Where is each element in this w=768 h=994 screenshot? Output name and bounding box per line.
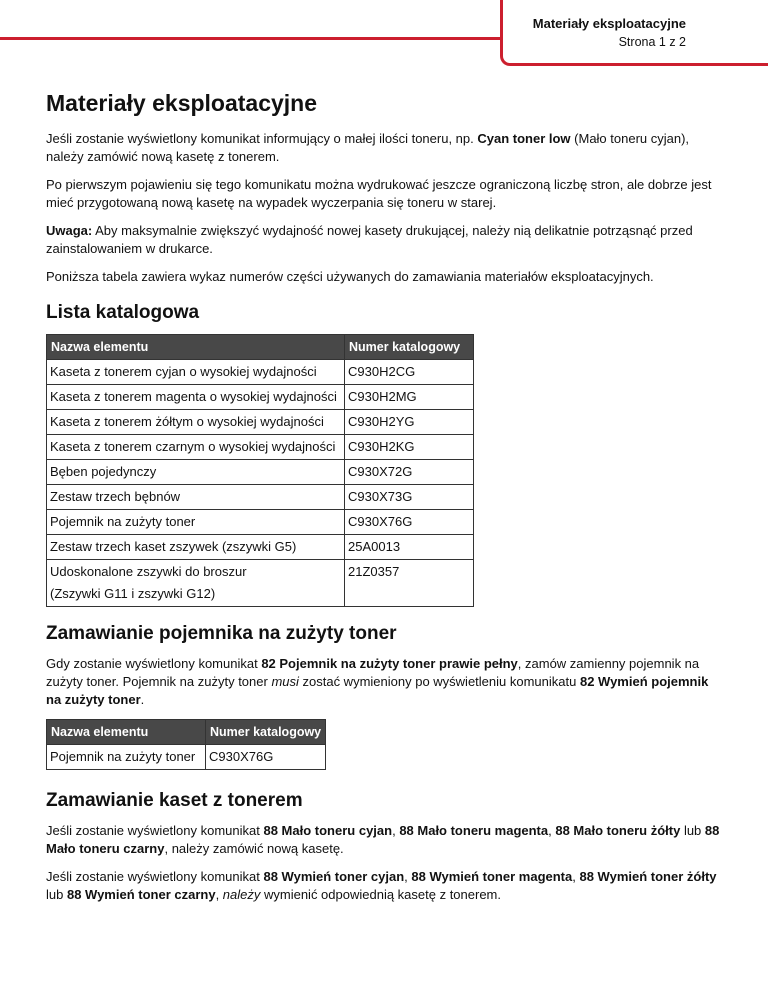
message-name: Cyan toner low	[477, 131, 571, 146]
table-row	[47, 360, 474, 385]
item-number: C930H2MG	[345, 385, 474, 410]
note-label: Uwaga:	[46, 223, 93, 238]
message-name: 88 Mało toneru żółty	[555, 823, 681, 838]
table-row	[47, 560, 474, 607]
message-name: 88 Wymień toner żółty	[579, 869, 717, 884]
item-number: C930H2CG	[345, 360, 474, 385]
item-number: C930H2KG	[345, 435, 474, 460]
page-title: Materiały eksploatacyjne	[46, 90, 318, 116]
header-page-number: Strona 1 z 2	[618, 35, 686, 49]
toner-low-paragraph	[46, 822, 726, 858]
note-paragraph	[46, 222, 726, 258]
item-name	[47, 560, 345, 607]
table-row	[47, 745, 326, 770]
table-row	[47, 485, 474, 510]
text: ,	[404, 869, 412, 884]
item-name-line: (Zszywki G11 i zszywki G12)	[50, 586, 216, 601]
text: zostać wymieniony po wyświetleniu komunikatu	[298, 674, 580, 689]
item-name: Kaseta z tonerem magenta o wysokiej wydajności	[47, 385, 345, 410]
table-row	[47, 460, 474, 485]
item-name-line: Udoskonalone zszywki do broszur	[50, 564, 247, 579]
table-row	[47, 410, 474, 435]
item-name: Bęben pojedynczy	[47, 460, 345, 485]
message-name: 88 Mało toneru magenta	[399, 823, 549, 838]
table-row	[47, 535, 474, 560]
item-number: 25A0013	[345, 535, 474, 560]
text: ,	[548, 823, 556, 838]
toner-replace-paragraph	[46, 868, 726, 904]
text: lub	[46, 887, 67, 902]
item-name: Kaseta z tonerem żółtym o wysokiej wydajności	[47, 410, 345, 435]
text: lub	[680, 823, 705, 838]
message-name: 88 Mało toneru cyjan	[263, 823, 393, 838]
catalog-heading: Lista katalogowa	[46, 302, 200, 323]
text: Jeśli zostanie wyświetlony komunikat	[46, 869, 264, 884]
text: Jeśli zostanie wyświetlony komunikat informujący o małej ilości toneru, np.	[46, 131, 478, 146]
item-name: Kaseta z tonerem cyjan o wysokiej wydajności	[47, 360, 345, 385]
text: , zamów zamienny pojemnik na zużyty toner. Pojemnik na zużyty toner	[46, 656, 700, 689]
column-header: Nazwa elementu	[47, 335, 345, 360]
table-row	[47, 510, 474, 535]
column-header: Numer katalogowy	[345, 335, 474, 360]
item-number: 21Z0357	[345, 560, 474, 607]
text: (Mało toneru cyjan), należy zamówić nową kasetę z tonerem.	[46, 131, 690, 164]
header-tab	[500, 0, 768, 66]
header-rule	[0, 37, 503, 40]
emphasis: musi	[271, 674, 299, 689]
item-name: Zestaw trzech kaset zszywek (zszywki G5)	[47, 535, 345, 560]
text: .	[140, 692, 145, 707]
text: ,	[572, 869, 580, 884]
item-number: C930X73G	[345, 485, 474, 510]
table-header-row	[47, 720, 326, 745]
item-number: C930X76G	[206, 745, 326, 770]
text: wymienić odpowiednią kasetę z tonerem.	[260, 887, 501, 902]
toner-heading: Zamawianie kaset z tonerem	[46, 790, 303, 811]
text: Jeśli zostanie wyświetlony komunikat	[46, 823, 264, 838]
text: ,	[215, 887, 223, 902]
table-header-row	[47, 335, 474, 360]
message-name: 88 Mało toneru czarny	[46, 823, 720, 856]
text: Aby maksymalnie zwiększyć wydajność nowej kasety drukującej, należy nią delikatnie potrząsnąć przed zainstalowaniem w drukarce.	[46, 223, 693, 256]
table-row	[47, 385, 474, 410]
item-name: Pojemnik na zużyty toner	[47, 745, 206, 770]
info-paragraph: Po pierwszym pojawieniu się tego komunikatu można wydrukować jeszcze ograniczoną liczbę stron, ale dobrze jest mieć przygotowaną nową kasetę na wypadek wyczerpania się toneru w starej.	[46, 177, 712, 210]
waste-table	[46, 719, 326, 770]
document-body	[46, 86, 726, 914]
item-number: C930X76G	[345, 510, 474, 535]
message-name: 88 Wymień toner magenta	[411, 869, 573, 884]
column-header: Nazwa elementu	[47, 720, 206, 745]
emphasis: należy	[222, 887, 261, 902]
table-row	[47, 435, 474, 460]
catalog-table	[46, 334, 474, 607]
item-name: Kaseta z tonerem czarnym o wysokiej wydajności	[47, 435, 345, 460]
column-header: Numer katalogowy	[206, 720, 326, 745]
waste-paragraph	[46, 655, 726, 709]
item-name: Zestaw trzech bębnów	[47, 485, 345, 510]
message-name: 82 Pojemnik na zużyty toner prawie pełny	[261, 656, 518, 671]
message-name: 82 Wymień pojemnik na zużyty toner	[46, 674, 709, 707]
message-name: 88 Wymień toner cyjan	[263, 869, 405, 884]
table-intro-paragraph: Poniższa tabela zawiera wykaz numerów części używanych do zamawiania materiałów eksploatacyjnych.	[46, 269, 654, 284]
item-name: Pojemnik na zużyty toner	[47, 510, 345, 535]
waste-heading: Zamawianie pojemnika na zużyty toner	[46, 623, 397, 644]
text: , należy zamówić nową kasetę.	[164, 841, 344, 856]
item-number: C930X72G	[345, 460, 474, 485]
header-title: Materiały eksploatacyjne	[532, 16, 686, 31]
message-name: 88 Wymień toner czarny	[66, 887, 216, 902]
text: Gdy zostanie wyświetlony komunikat	[46, 656, 262, 671]
intro-paragraph	[46, 130, 726, 166]
item-number: C930H2YG	[345, 410, 474, 435]
text: ,	[392, 823, 400, 838]
